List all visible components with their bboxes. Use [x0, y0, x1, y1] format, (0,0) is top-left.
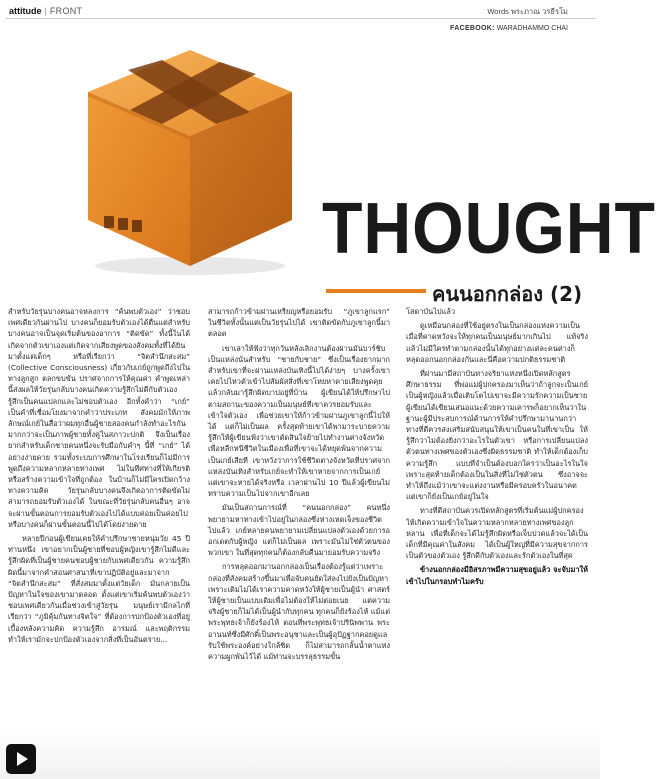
closing-paragraph: ข้างนอกกล่องมีอิสรภาพมีความสุขอยู่แล้ว จะจับมาให้เข้าไปในกรอบทำไมครับ [406, 565, 588, 586]
article-body [6, 306, 592, 722]
facebook-label: FACEBOOK: [450, 25, 495, 32]
column-1 [8, 306, 190, 722]
facebook-credit [450, 25, 568, 32]
cardboard-box-illustration [70, 40, 310, 280]
section-separator: | [44, 6, 47, 16]
bottom-shade [0, 726, 600, 779]
paragraph: การหลุดออกมานอกกล่องเป็นเรื่องต้องรู้แต่ว่าเพราะกล่องที่สังคมสร้างขึ้นมาเพื่อจับคนยัดใส่ลงไปยังเป็นปัญหา เพราะเดิมไม่ได้เราความคาดหวังให้ผู้ชายเป็นผู้นำ ศาสตร์ให้ผู้ชายเป็นแบบเดิมเพื่อไม่ต้องให้ไม่ต่อยเนย แต่ความจริงผู้ชายก็ไม่ได้เป็นผู้นำกับทุกคน ทุกคนก็ยังร้องไห้ แม้แต่พระพุทธเจ้าก็ยังร้องไห้ ตอนที่พระพุทธเจ้าปรินิพพาน พระอานนท์ซึ่งมีศักดิ์เป็นพระอนุชาและเป็นผู้อุปัฏฐากคอยดูแลรับใช้พระองค์อย่างใกล้ชิด ก็ไม่สามารถกลั้นน้ำตาแห่งความผูกพันไว้ได้ แม้ท่านจะบรรลุธรรมขั้น [208, 562, 390, 662]
header-rule [6, 18, 596, 19]
paragraph: สามารถก้าวข้ามผ่านเหรียญหรือยอมรับ “ภูเขาลูกแรก” ในชีวิตทั้งนั้นแต่เป็นวัยรุ่นไปได้ เขาติดขัดกับภูเขาลูกนี้มาตลอด [208, 307, 390, 339]
paragraph: เขาเล่าให้ฟังว่าทุกวันหลังเลิกงานต้องผ่านมันบาร์ชิบเป็นแหล่งนั่นสำหรับ “ชายกับชาย” ซึ่งเป็นเรื่องยากมากสำหรับเขาที่จะผ่านแหล่งบันเทิงนี้ไปได้ง่ายๆ บางครั้งเขาเคยไปไหวตัวเข้าไปสัมผัสสิ่งที่เขาโหยหาคายเสียงพูดคุย แล้วกลับมารู้สึกผิดบาปอยู่ที่บ้าน ผู้เขียนได้ให้ปรึกษาไปตามสถานะของความเป็นมนุษย์ที่เขาควรยอมรับและเข้าใจตัวเอง เพื่อช่วยเขาให้ก้าวข้ามผ่านภูเขาลูกนี้ไปให้ได้ แต่ก็ไม่เป็นผล ครั้งสุดท้ายเขาได้พามาระบายความรู้สึกให้ผู้เขียนฟังว่าเขาตัดสินใจย้ายไปทำงานต่างจังหวัด เพื่อหลีกหนีชีวิตในเมืองเพื่อที่เขาจะได้หยุดพ้นจากความเป็นเกย์เสียที เขาหวังว่าการใช้ชีวิตต่างจังหวัดที่ปราศจากแหล่งบันเทิงสำหรับเกย์จะทำให้เขาหายจากการเป็นเกย์ แต่เขาจะหายได้จริงหรือ เวลาผ่านไป 10 ปีแล้วผู้เขียนไม่ทราบความเป็นไปจากเขาอีกเลย [208, 343, 390, 499]
facebook-name: WARADHAMMO CHAI [496, 25, 568, 32]
section-name: attitude [9, 6, 42, 16]
article-title: THOUGHT [322, 189, 656, 269]
paragraph: ที่ผ่านมามีสถาบันทางจริยาแห่งหนึ่งเปิดหลักสูตรศึกษาธรรม ที่พ่อแม่ผู้ปกครองมาเห็นว่าถ้าลูกจะเป็นเกย์เป็นผู้หญิงแล้วเมื่อเติบโตไปเขาจะมีความรักความเป็นชาย ผู้เขียนได้เขียนเสนอแนะด้วยความเคารพก็อยากเห็นว่าในฐานะผู้มีประสบการณ์ด้านการให้คำปรึกษามานานกว่า ทางที่ดีควรส่งเสริมสนับสนุนให้เขาเป็นคนในที่เขาเป็น ให้รู้สึกว่าไม่ต้องยิ่งกว่าอะไรในตัวเขา หรือการเปลี่ยนแปลงตัวตนทางเพศของตัวเองซึ่งผิดธรรมชาติ ทำให้เด็กต้องเก็บความรู้สึก แบบที่จำเป็นต้องบอกใครว่าเป็นอะไรในใจ เพราะสุดท้ายเด็กต้องเป็นในสิ่งที่ไม่ใช่ตัวตน ซึ่งอาจจะทำให้ถึงแม้ว่าเขาจะแต่งงานหรือมีครอบครัวในอนาคต แต่เขาก็ยังเป็นเกย์อยู่ในใจ [406, 369, 588, 502]
play-icon [6, 744, 36, 774]
article-subtitle: คนนอกกล่อง (2) [432, 282, 583, 306]
author-credit: Words พระภาณ วรธีรโม [487, 7, 568, 16]
subtitle-rule [326, 289, 426, 293]
paragraph: ทางที่ดีสถาบันควรเปิดหลักสูตรที่เริ่มต้นแม่ผู้ปกครองให้เกิดความเข้าใจในความหลากหลายทางเพศของลูกหลาน เพื่อที่เด็กจะได้ไม่รู้สึกผิดหรือเจ็บปวดแล้วจะได้เป็นเด็กที่มีคุณค่าในสังคม ได้เป็นผู้ใหญ่ที่มีความสุขจากการเป็นตัวของตัวเอง รู้สึกดีกับตัวเองและรักตัวเองในที่สุด [406, 506, 588, 561]
paragraph: หลายปีก่อนผู้เขียนเคยให้คำปรึกษาชายหนุ่มวัย 45 ปีท่านหนึ่ง เขาอยากเป็นผู้ชายที่ชอบผู้หญิงเขารู้สึกไม่ดีและรู้สึกผิดที่เป็นผู้ชายคนชอบผู้ชายกับเพศเดียวกัน ความรู้สึกผิดนี้มาจากคำสอนศาสนาที่เขาปฏิบัติอยู่และมาจาก “จิตสำนึกสะสม” ที่สั่งสมมาตั้งแต่วัยเด็ก มันกลายเป็นปัญหาในใจของเขามาตลอด ตั้งแต่เขาเริ่มค้นพบตัวเองว่าชอบเพศเดียวกันเมื่อช่วงเข้าสู่วัยรุ่น มนุษย์เรามีกลไกที่เรียกว่า “ภูมิคุ้มกันทางจิตใจ” ที่ต้องการปกป้องตัวเองที่อยู่เบื้องหลังความคิด ความรู้สึก อารมณ์ และพฤติกรรม ทำให้เรามักจะปกป้องตัวเองจากสิ่งที่เป็นอันตราย... [8, 534, 190, 644]
column-3 [406, 306, 588, 722]
section-front: FRONT [49, 6, 83, 16]
box-icon [70, 40, 310, 280]
column-2 [208, 306, 390, 722]
paragraph: โสดาบันไปแล้ว [406, 307, 456, 316]
paragraph: สำหรับวัยรุ่นบางคนอาจหลงการ “ค้นพบตัวเอง” ว่าชอบเพศเดียวกันผ่านไป บางคนก็ยอมรับตัวเองได้ตื่นแต่สำหรับบางคนอาจเป็นจุดเริ่มต้นของอาการ “ติดขัด” ทั้งนี้ในได้เกิดจากตัวเขาเองแต่เกิดจากเสียงพูดของสังคมทั้งที่ได้ยินมาตั้งแต่เด็กๆ หรือที่เรียกว่า “จิตสำนึกสะสม” (Collective Consciousness) เกี่ยวกับเกย์ถูกพูดถึงไปในทางลูกสูก ตลกขบขัน ปราศจากการให้คุณค่า คำพูดเหล่านี้ส่งผลให้วัยรุ่นกลับบางคนเกิดความรู้สึกไม่ดีกับตัวเอง รู้สึกเป็นคนแปลกและไม่ชอบตัวเอง อีกทั้งคำว่า “เกย์” เป็นคำที่เชื่อมโยงมาจากคำว่าประเภท สังคมมักให้ภาพลักษณ์เกย์ในสื่อว่าผมทุกอื่นผู้ชายสองคนกำลังทำอะไรกัน มากกว่าจะเป็นภาพผู้ชายทั้งคู่ในสภาวะปกติ จึงเป็นเรื่องยากสำหรับเด็กชายคนหนึ่งจะรับมือกับคำๆ นี้ที่ “เกย์” ได้อย่างง่ายดาย รวมทั้งระบบการศึกษาในโรงเรียนก็ไม่มีการพูดถึงความหลากหลายทางเพศ ไม่ในทีศทางที่ให้เกียรติหรือสร้างความเข้าใจที่ถูกต้อง ในบ้านก็ไม่มีใครเปิดกว้างทางความคิด วัยรุ่นกลับบางคนจึงเกิดอาการติดขัดไม่สามารถยอมรับตัวเองได้ ในขณะที่วัยรุ่นกลับคนอื่นๆ อาจจะผ่านขั้นตอนการยอมรับตัวเองไปได้แบบค่อยเป็นค่อยไป หรือบางคนก็ผ่านขั้นตอนนี้ไปได้โดยง่ายดาย [8, 307, 190, 529]
play-button[interactable] [6, 744, 36, 774]
paragraph: ดูเหมือนกล่องที่ใช้อยู่ตรงในเป็นกล่องแห่งความเป็นเมื่อที่คาดหวังจะให้ทุกคนเป็นมนุษย์มากเกินไป แท้จริงแล้วไม่มีใครทำตามกล่องนั้นได้ทุกอย่างแต่ละคนต่างก็หลุดออกนอกกล่องกันและนี่คือความปกติธรรมชาติ [406, 321, 588, 364]
page-header [0, 0, 600, 22]
section-label [9, 6, 82, 16]
paragraph: มันเป็นสถานการณ์ที่ “คนนอกกล่อง” คนหนึ่งพยายามหาทางเข้าไปอยู่ในกล่องซึ่งห่างเหดเจ็งของชีวิตไปแล้ว เกย์หลายคนพยายามเปลี่ยนแปลงตัวเองด้วยการออกเดตกับผู้หญิง แต่ก็ไม่เป็นผล เพราะมันไม่ใช่ตัวตนของพวกเขา ในที่สุดทุกคนก็ต้องกลับคืนมายอมรับความจริง [208, 503, 390, 558]
